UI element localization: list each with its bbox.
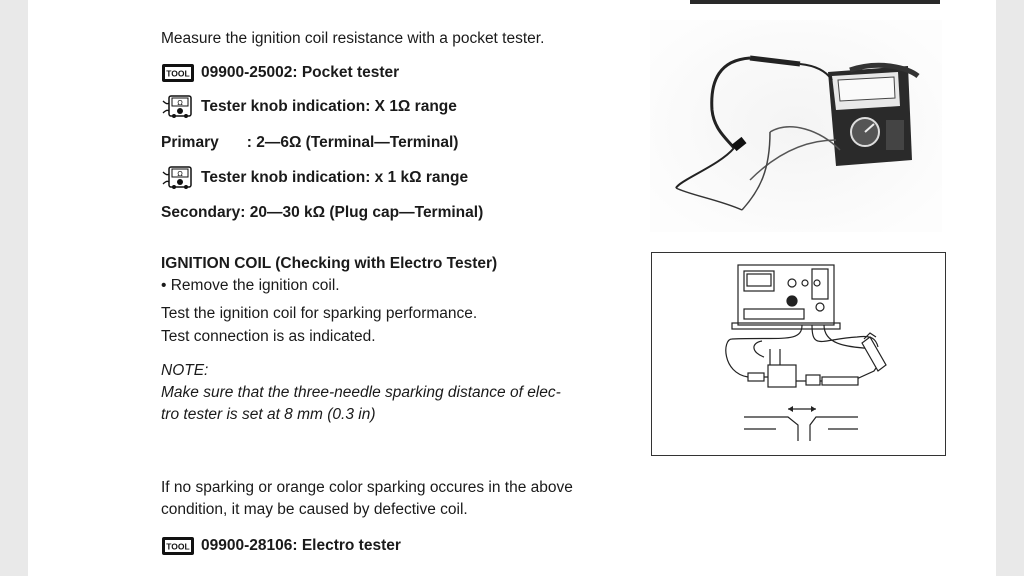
test-instruction-2: Test connection is as indicated. — [161, 328, 376, 345]
top-image-edge — [690, 0, 940, 4]
tool-code-pocket-tester: 09900-25002: Pocket tester — [201, 64, 400, 81]
knob-row-1 — [161, 95, 457, 119]
electro-tester-drawing — [652, 253, 945, 455]
primary-value: : 2—6Ω (Terminal—Terminal) — [246, 134, 459, 151]
knob-indication-1: Tester knob indication: X 1Ω range — [201, 98, 457, 115]
knob-indication-2: Tester knob indication: x 1 kΩ range — [201, 169, 469, 186]
tester-knob-icon — [161, 166, 195, 190]
section-heading: IGNITION COIL (Checking with Electro Tester) — [161, 255, 498, 272]
svg-text:Ω: Ω — [177, 170, 183, 178]
tool-badge-icon — [161, 63, 195, 83]
tool-code-electro-tester: 09900-28106: Electro tester — [201, 537, 401, 554]
tool-badge-icon — [161, 536, 195, 556]
tester-knob-icon — [161, 95, 195, 119]
svg-text:TOOL: TOOL — [166, 541, 190, 552]
svg-text:TOOL: TOOL — [166, 68, 190, 79]
note-label: NOTE: — [161, 362, 209, 379]
tool-row-electro-tester — [161, 536, 401, 556]
svg-text:Ω: Ω — [177, 99, 183, 107]
bullet-remove-coil: • Remove the ignition coil. — [161, 277, 340, 294]
electro-tester-diagram — [651, 252, 946, 456]
test-instruction-1: Test the ignition coil for sparking performance. — [161, 305, 478, 322]
note-line-2: tro tester is set at 8 mm (0.3 in) — [161, 406, 376, 423]
tool-row-pocket-tester — [161, 63, 399, 83]
defect-line-2: condition, it may be caused by defective coil. — [161, 501, 468, 518]
secondary-spec: Secondary: 20—30 kΩ (Plug cap—Terminal) — [161, 204, 484, 221]
pocket-tester-photo — [650, 20, 942, 232]
note-line-1: Make sure that the three-needle sparking distance of elec- — [161, 384, 561, 401]
secondary-row — [161, 204, 483, 222]
defect-line-1: If no sparking or orange color sparking occures in the above — [161, 479, 573, 496]
measure-instruction: Measure the ignition coil resistance with a pocket tester. — [161, 30, 545, 47]
primary-label: Primary — [161, 134, 219, 151]
primary-row — [161, 134, 458, 152]
knob-row-2 — [161, 166, 468, 190]
